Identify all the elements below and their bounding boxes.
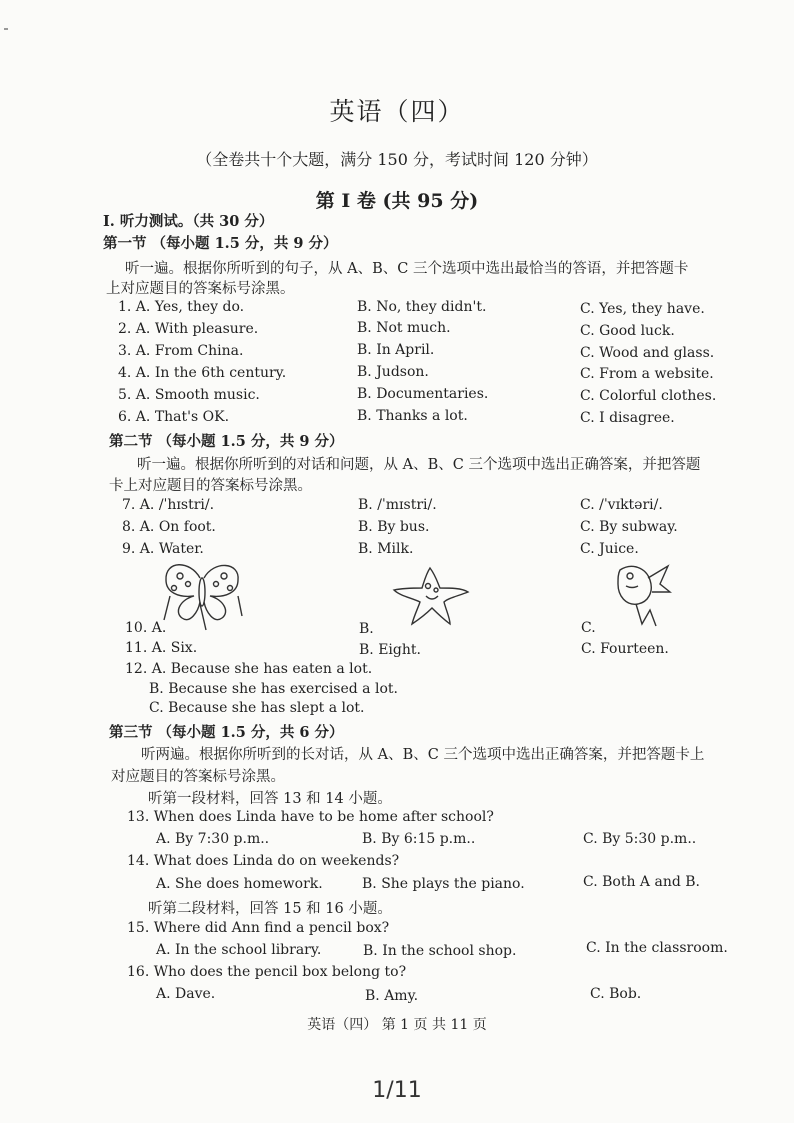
option-c: C. I disagree. [580, 410, 675, 426]
instruction: 听两遍。根据你所听到的长对话，从 A、B、C 三个选项中选出正确答案，并把答题卡上 [141, 747, 705, 763]
exam-info: （全卷共十个大题，满分 150 分，考试时间 120 分钟） [196, 150, 598, 169]
goldfish-icon [612, 562, 672, 628]
question-stem: 15. Where did Ann find a pencil box? [127, 920, 390, 936]
option-b: B. Because she has exercised a lot. [149, 681, 398, 697]
instruction: 对应题目的答案标号涂黑。 [111, 769, 285, 785]
option-b: B. Milk. [358, 541, 414, 557]
starfish-icon [392, 566, 470, 626]
option-b: B. Eight. [359, 642, 421, 658]
option-c: C. By subway. [580, 519, 678, 535]
option-a: 4. A. In the 6th century. [118, 365, 287, 381]
option-c: C. Good luck. [580, 323, 675, 339]
option-b: B. In the school shop. [363, 943, 517, 959]
scan-mark [4, 28, 8, 30]
question-stem: 14. What does Linda do on weekends? [127, 853, 400, 869]
option-a: 2. A. With pleasure. [118, 321, 259, 337]
option-c: C. Colorful clothes. [580, 388, 717, 404]
option-c: C. [581, 620, 596, 636]
option-c: C. Fourteen. [581, 641, 669, 657]
page-footer: 英语（四） 第 1 页 共 11 页 [307, 1017, 487, 1033]
question-stem: 16. Who does the pencil box belong to? [127, 964, 407, 980]
page-indicator: 1/11 [372, 1078, 422, 1103]
option-a: 7. A. /ˈhɪstri/. [122, 497, 215, 513]
option-b: B. She plays the piano. [362, 876, 525, 892]
option-a: 6. A. That's OK. [118, 409, 230, 425]
option-b: B. In April. [357, 342, 435, 358]
option-a: 11. A. Six. [125, 640, 198, 656]
page-title: 英语（四） [329, 97, 465, 126]
option-c: C. In the classroom. [586, 940, 728, 956]
instruction: 听一遍。根据你所听到的句子，从 A、B、C 三个选项中选出最恰当的答语，并把答题卡 [125, 261, 689, 277]
part-heading: I. 听力测试。（共 30 分） [103, 213, 274, 230]
instruction: 上对应题目的答案标号涂黑。 [106, 281, 295, 297]
option-c: C. From a website. [580, 366, 714, 382]
option-b: B. /ˈmɪstri/. [358, 497, 437, 513]
instruction: 卡上对应题目的答案标号涂黑。 [109, 478, 312, 494]
option-c: C. Juice. [580, 541, 639, 557]
option-c: C. By 5:30 p.m.. [583, 831, 697, 847]
option-b: B. By 6:15 p.m.. [362, 831, 476, 847]
option-a: 1. A. Yes, they do. [118, 299, 245, 315]
option-b: B. Judson. [357, 364, 429, 380]
option-a: 8. A. On foot. [122, 519, 216, 535]
section-heading: 第三节 （每小题 1.5 分，共 6 分） [109, 724, 344, 741]
option-b: B. [359, 621, 374, 637]
option-c: C. Both A and B. [583, 874, 700, 890]
option-b: B. By bus. [358, 519, 430, 535]
option-a: A. She does homework. [156, 876, 323, 892]
volume-heading: 第 I 卷 (共 95 分) [315, 190, 479, 212]
option-c: C. Yes, they have. [580, 301, 705, 317]
question-stem: 13. When does Linda have to be home after school? [127, 809, 494, 825]
option-b: B. No, they didn't. [357, 299, 487, 315]
material-note: 听第二段材料，回答 15 和 16 小题。 [148, 901, 392, 917]
option-a: A. Dave. [156, 986, 216, 1002]
butterfly-icon [160, 560, 246, 632]
option-c: C. Bob. [590, 986, 642, 1002]
option-c: C. Wood and glass. [580, 345, 715, 361]
material-note: 听第一段材料，回答 13 和 14 小题。 [148, 791, 392, 807]
option-b: B. Documentaries. [357, 386, 489, 402]
option-c: C. Because she has slept a lot. [149, 700, 365, 716]
option-a: A. By 7:30 p.m.. [156, 831, 270, 847]
option-b: B. Thanks a lot. [357, 408, 468, 424]
instruction: 听一遍。根据你所听到的对话和问题，从 A、B、C 三个选项中选出正确答案，并把答题 [137, 457, 701, 473]
section-heading: 第二节 （每小题 1.5 分，共 9 分） [109, 433, 344, 450]
option-a: 10. A. [125, 620, 167, 636]
option-a: 5. A. Smooth music. [118, 387, 260, 403]
option-a: 3. A. From China. [118, 343, 244, 359]
section-heading: 第一节 （每小题 1.5 分，共 9 分） [103, 235, 338, 252]
option-a: A. In the school library. [156, 942, 322, 958]
option-b: B. Amy. [365, 988, 419, 1004]
option-b: B. Not much. [357, 320, 451, 336]
question-stem: 12. A. Because she has eaten a lot. [125, 661, 373, 677]
option-a: 9. A. Water. [122, 541, 204, 557]
option-c: C. /ˈvɪktəri/. [580, 497, 663, 513]
